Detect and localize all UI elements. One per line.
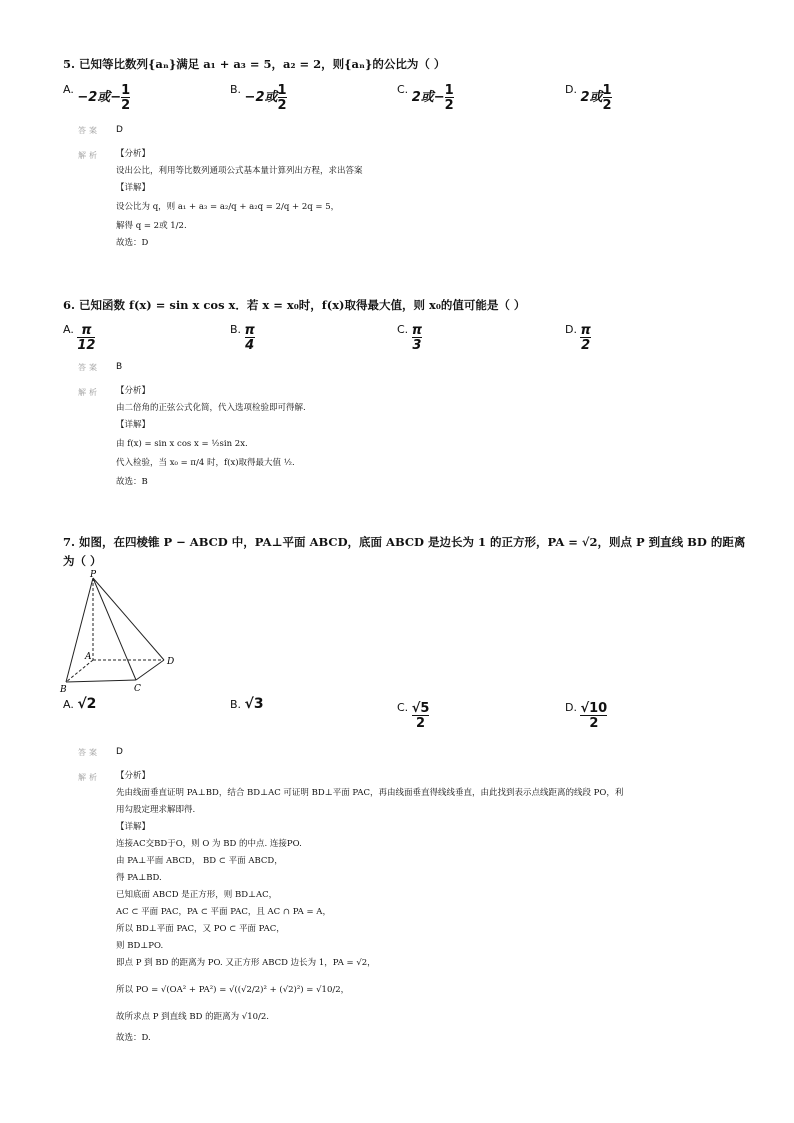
label-P: P	[90, 570, 97, 580]
q6-option-c[interactable]: C. $\frac{\pi}{3}$	[397, 323, 422, 353]
q5-option-d[interactable]: D. 2或 $\frac{1}{2}$	[565, 83, 612, 113]
q5-solution: 【分析】 设出公比，利用等比数列通项公式基本量计算列出方程，求出答案 【详解】 设公比为 q，则 a₁ + a₃ = a₂/q + a₂q = 2/q + 2q = 5， 解得 q = 2或 1/2. 故选：D	[116, 149, 363, 248]
q7-analysis-label: 解析	[78, 773, 100, 782]
q7-option-d[interactable]: D. $\frac{√10}{2}$	[565, 701, 608, 731]
pyramid-figure	[58, 568, 188, 696]
q6-answer-label: 答案	[78, 363, 100, 372]
q5-answer-label: 答案	[78, 126, 100, 135]
q6-option-b[interactable]: B. $\frac{\pi}{4}$	[230, 323, 255, 353]
q7-answer: D	[116, 747, 123, 757]
edge-PD	[93, 578, 164, 660]
edge-PB	[66, 578, 93, 682]
q5-option-a[interactable]: A. −2或− $\frac{1}{2}$	[63, 83, 131, 113]
edge-PC	[93, 578, 136, 680]
q6-analysis-label: 解析	[78, 388, 100, 397]
edge-BC	[66, 680, 136, 682]
label-A: A	[85, 652, 92, 662]
q7-answer-label: 答案	[78, 748, 100, 757]
q7-stem-line1: 7. 如图，在四棱锥 P − ABCD 中，PA⊥平面 ABCD，底面 ABCD 是边长为 1 的正方形，PA = √2，则点 P 到直线 BD 的距离	[63, 535, 746, 549]
q6-answer: B	[116, 362, 123, 372]
q7-option-b[interactable]: B. √3	[230, 696, 264, 712]
q6-option-d[interactable]: D. $\frac{\pi}{2}$	[565, 323, 591, 353]
q5-option-c[interactable]: C. 2或− $\frac{1}{2}$	[397, 83, 454, 113]
label-B: B	[60, 685, 67, 695]
q5-option-b[interactable]: B. −2或 $\frac{1}{2}$	[230, 83, 287, 113]
label-D: D	[167, 657, 175, 667]
q5-stem: 5. 已知等比数列{aₙ}满足 a₁ + a₃ = 5，a₂ = 2，则{aₙ}的公比为（ ）	[63, 57, 446, 71]
q6-stem: 6. 已知函数 f(x) = sin x cos x．若 x = x₀时，f(x)取得最大值，则 x₀的值可能是（ ）	[63, 298, 526, 312]
q5-analysis-label: 解析	[78, 151, 100, 160]
edge-CD	[136, 660, 164, 680]
label-C: C	[134, 684, 141, 694]
q6-option-a[interactable]: A. $\frac{\pi}{12}$	[63, 323, 96, 353]
q7-option-c[interactable]: C. $\frac{√5}{2}$	[397, 701, 430, 731]
q5-answer: D	[116, 125, 123, 135]
q7-option-a[interactable]: A. √2	[63, 696, 97, 712]
q7-solution: 【分析】 先由线面垂直证明 PA⊥BD，结合 BD⊥AC 可证明 BD⊥平面 PAC，再由线面垂直得线线垂直，由此找到表示点线距离的线段 PO，利 用勾股定理求解即得. 【详解】 连接AC交BD于O，则 O 为 BD 的中点. 连接PO. 由 PA⊥平面 ABCD， BD ⊂ 平面 ABCD， 得 PA⊥BD. 已知底面 ABCD 是正方形，则 BD⊥AC， AC ⊂ 平面 PAC，PA ⊂ 平面 PAC，且 AC ∩ PA = A， 所以 BD⊥平面 PAC，又 PO ⊂ 平面 PAC， 则 BD⊥PO. 即点 P 到 BD 的距离为 PO. 又正方形 ABCD 边长为 1，PA = √2， 所以 PO = √(OA² + PA²) = √((√2/2)² + (√2)²) = √10/2， 故所求点 P 到直线 BD 的距离为 √10/2. 故选：D.	[116, 771, 624, 1043]
q7-stem-line2: 为（ ）	[63, 554, 102, 568]
q6-solution: 【分析】 由二倍角的正弦公式化简，代入选项检验即可得解. 【详解】 由 f(x) = sin x cos x = ½sin 2x. 代入检验，当 x₀ = π/4 时，f(x)取得最大值 ½. 故选：B	[116, 386, 306, 487]
edge-AB	[66, 660, 93, 682]
